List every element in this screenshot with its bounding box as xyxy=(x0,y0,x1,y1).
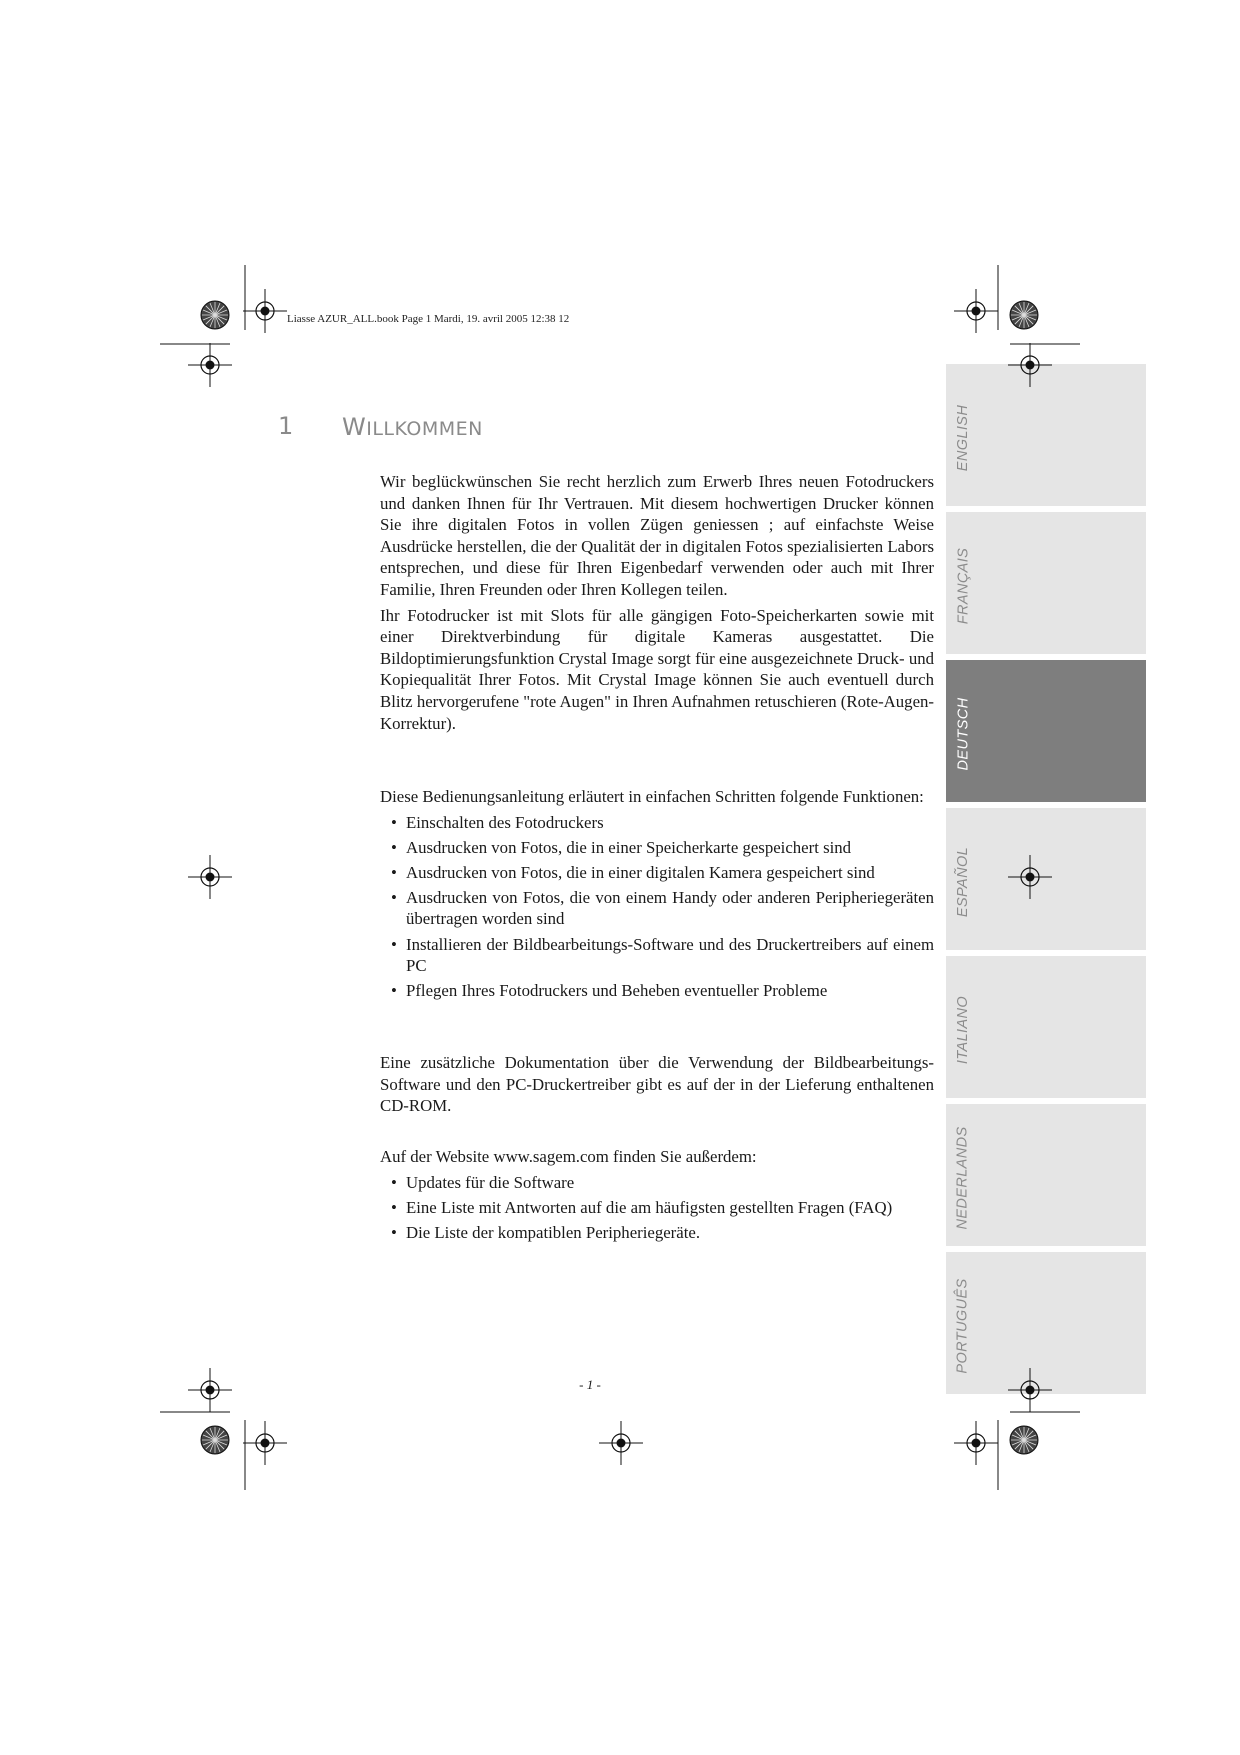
list-item: • Einschalten des Fotodruckers xyxy=(380,812,934,834)
crop-marks xyxy=(160,265,1080,1490)
tab-label: ITALIANO xyxy=(955,995,972,1065)
tab-label: PORTUGUÊS xyxy=(955,1278,971,1374)
registration-mark-icon xyxy=(954,289,998,333)
tab-label: DEUTSCH xyxy=(955,697,972,771)
color-bar-star-icon xyxy=(1010,1426,1038,1454)
registration-mark-icon xyxy=(1008,1368,1052,1412)
registration-mark-icon xyxy=(1008,855,1052,899)
list-item: • Updates für die Software xyxy=(380,1172,934,1194)
chapter-title-initial: W xyxy=(342,413,367,441)
registration-mark-icon xyxy=(243,1421,287,1465)
color-bar-star-icon xyxy=(1010,301,1038,329)
documentation-paragraph: Eine zusätzliche Dokumentation über die Verwendung der Bildbearbeitungs-Software und den PC-Druckertreiber gibt es auf der in der Lieferung enthaltenen CD-ROM. xyxy=(380,1053,934,1116)
list-item: • Ausdrucken von Fotos, die in einer digitalen Kamera gespeichert sind xyxy=(380,862,934,884)
page-number: - 1 - xyxy=(579,1377,601,1392)
list-item: • Installieren der Bildbearbeitungs-Software und des Druckertreibers auf einem PC xyxy=(380,934,934,977)
intro-paragraph-1: Wir beglückwünschen Sie recht herzlich zum Erwerb Ihres neuen Fotodruckers und danken Ihnen für Ihr Vertrauen. Mit diesem hochwertigen Drucker können Sie ihre digitalen Fotos in vollen Zügen geniessen ; auf einfachste Weise Ausdrücke herstellen, die der Qualität der in digitalen Fotos spezialisierten Labors entsprechen, und diese für Ihren Eigenbedarf verwenden oder auch mit Ihrer Familie, Ihren Freunden oder Ihren Kollegen teilen. xyxy=(380,472,934,599)
website-intro: Auf der Website www.sagem.com finden Sie außerdem: xyxy=(380,1147,757,1166)
tab-label: NEDERLANDS xyxy=(955,1126,972,1230)
color-bar-star-icon xyxy=(201,1426,229,1454)
tab-label: FRANÇAIS xyxy=(955,547,972,625)
list-item: • Die Liste der kompatiblen Peripheriegeräte. xyxy=(380,1222,934,1244)
color-bar-star-icon xyxy=(201,301,229,329)
list-item: • Ausdrucken von Fotos, die von einem Handy oder anderen Peripheriegeräten übertragen worden sind xyxy=(380,887,934,930)
registration-mark-icon xyxy=(599,1421,643,1465)
functions-intro: Diese Bedienungsanleitung erläutert in einfachen Schritten folgende Funktionen: xyxy=(380,787,924,806)
chapter-number: 1 xyxy=(278,412,294,440)
registration-mark-icon xyxy=(188,855,232,899)
intro-paragraph-2: Ihr Fotodrucker ist mit Slots für alle gängigen Foto-Speicherkarten sowie mit einer Direktverbindung für digitale Kameras ausgestattet. Die Bildoptimierungsfunktion Crystal Image sorgt für eine ausgezeichnete Druck- und Kopiequalität Ihrer Fotos. Mit Crystal Image können Sie auch eventuell durch Blitz hervorgerufene "rote Augen" in Ihren Aufnahmen retuschieren (Rote-Augen-Korrektur). xyxy=(380,605,934,733)
registration-mark-icon xyxy=(954,1421,998,1465)
tab-label: ENGLISH xyxy=(955,404,971,472)
list-item: • Ausdrucken von Fotos, die in einer Speicherkarte gespeichert sind xyxy=(380,837,934,859)
file-info-header: Liasse AZUR_ALL.book Page 1 Mardi, 19. avril 2005 12:38 12 xyxy=(287,313,570,325)
registration-mark-icon xyxy=(1008,343,1052,387)
tab-label: ESPAÑOL xyxy=(955,846,972,918)
chapter-title-rest: ILLKOMMEN xyxy=(366,418,483,440)
list-item: • Pflegen Ihres Fotodruckers und Beheben eventueller Probleme xyxy=(380,980,934,1002)
registration-mark-icon xyxy=(188,1368,232,1412)
registration-mark-icon xyxy=(243,289,287,333)
registration-mark-icon xyxy=(188,343,232,387)
list-item: • Eine Liste mit Antworten auf die am häufigsten gestellten Fragen (FAQ) xyxy=(380,1197,934,1219)
